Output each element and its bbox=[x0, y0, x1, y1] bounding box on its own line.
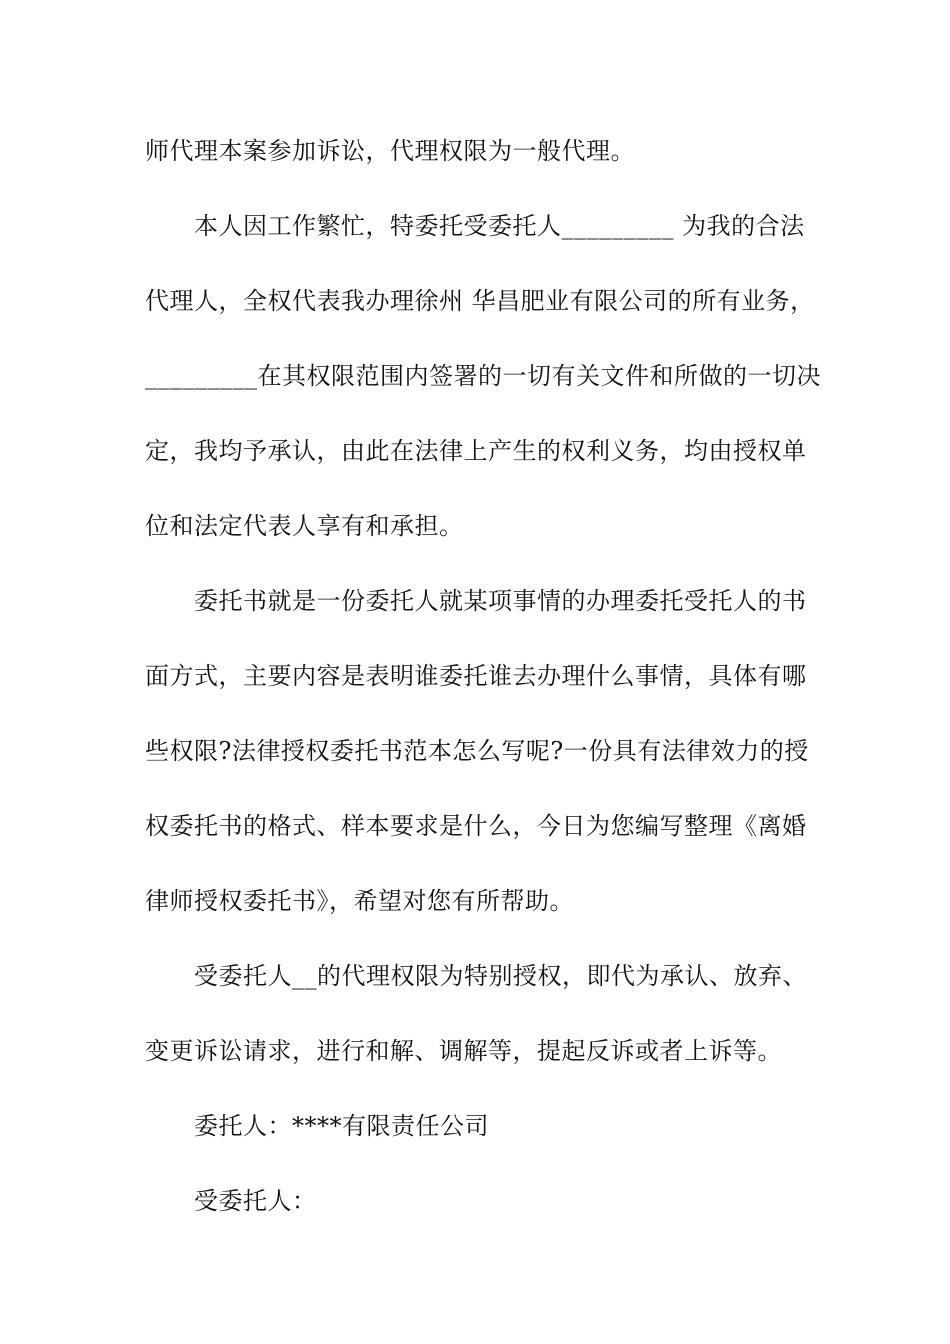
paragraph-line: 本人因工作繁忙，特委托受委托人_________ 为我的合法 bbox=[194, 212, 805, 240]
signature-line-principal: 委托人：****有限责任公司 bbox=[194, 1112, 489, 1140]
paragraph-line: 定，我均予承认，由此在法律上产生的权利义务，均由授权单 bbox=[145, 437, 807, 465]
paragraph-line: 代理人，全权代表我办理徐州 华昌肥业有限公司的所有业务， bbox=[145, 287, 815, 315]
paragraph-line: 委托书就是一份委托人就某项事情的办理委托受托人的书 bbox=[194, 587, 807, 615]
paragraph-line: _________在其权限范围内签署的一切有关文件和所做的一切决 bbox=[145, 362, 821, 390]
signature-line-agent: 受委托人： bbox=[194, 1187, 317, 1215]
paragraph-line: 律师授权委托书》，希望对您有所帮助。 bbox=[145, 887, 574, 915]
paragraph-line: 师代理本案参加诉讼，代理权限为一般代理。 bbox=[145, 137, 635, 165]
paragraph-line: 些权限?法律授权委托书范本怎么写呢?一份具有法律效力的授 bbox=[145, 737, 809, 765]
paragraph-line: 面方式，主要内容是表明谁委托谁去办理什么事情，具体有哪 bbox=[145, 662, 807, 690]
paragraph-line: 变更诉讼请求，进行和解、调解等，提起反诉或者上诉等。 bbox=[145, 1037, 782, 1065]
paragraph-line: 受委托人__的代理权限为特别授权，即代为承认、放弃、 bbox=[194, 962, 807, 990]
paragraph-line: 位和法定代表人享有和承担。 bbox=[145, 512, 464, 540]
paragraph-line: 权委托书的格式、样本要求是什么，今日为您编写整理《离婚 bbox=[145, 812, 807, 840]
